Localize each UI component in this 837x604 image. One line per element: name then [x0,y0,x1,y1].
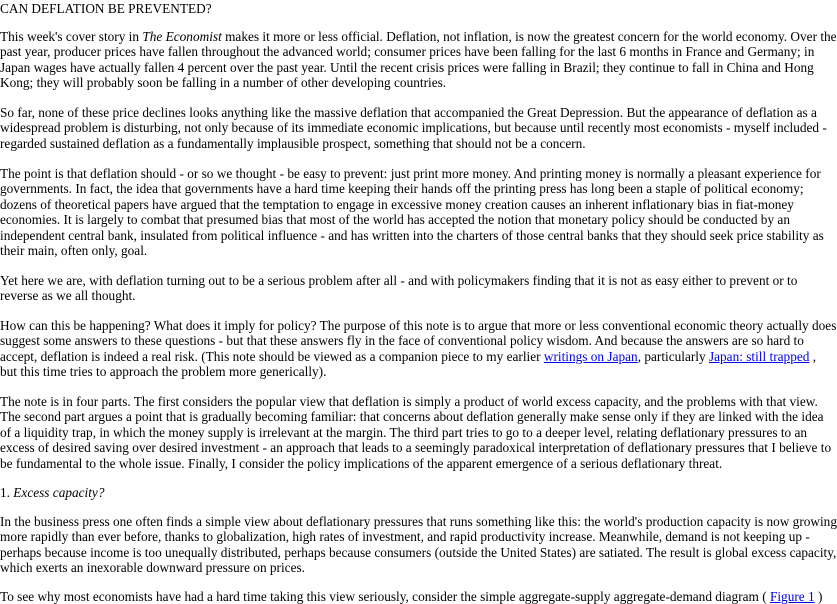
text-line: past year, producer prices have fallen throughout the advanced world; consumer prices have been falling for the last 6 months in France and Germany; in [0,44,815,60]
text-line: dozens of theoretical papers have argued that the temptation to engage in excessive money creation causes an inherent inflationary bias in fiat-money [0,196,794,212]
text-line: So far, none of these price declines looks anything like the massive deflation that accompanied the Great Depression. But the appearance of deflation as a [0,105,817,120]
paragraph-how-can-this [0,318,836,380]
paragraph-price-declines [0,105,827,151]
paragraph-business-press [0,514,837,576]
text-line: which exerts an inexorable downward pressure on prices. [0,560,305,576]
text-line: accept, deflation is indeed a real risk. (This note should be viewed as a companion piece to my earlier writings on Japan, particularly Japan: still trapped , [0,348,817,364]
publication-name: The Economist [142,29,222,44]
text-line: economies. It is largely to combat that presumed bias that most of the world has accepted the notion that monetary policy should be conducted by an [0,212,790,228]
text-line: The point is that deflation should - or so we thought - be easy to prevent: just print more money. And printing money is normally a pleasant experience for [0,166,821,181]
writings-on-japan-link[interactable]: writings on Japan [543,348,638,364]
text-line: reverse as we all thought. [0,288,136,304]
text-line: independent central bank, insulated from political influence - and has written into the charters of those central banks that they should seek price stability as [0,227,824,243]
section-number: 1. [0,485,14,500]
text-line: be fundamental to the whole issue. Finally, I consider the policy implications of the apparent emergence of a serious deflationary threat. [0,455,723,471]
text-line: Kong; they will probably soon be falling in a number of other developing countries. [0,75,447,91]
text-line: Japan wages have actually fallen 4 percent over the past year. Until the recent crisis prices were falling in Brazil; they continue to fall in China and Hong [0,59,814,75]
section-title: Excess capacity? [13,485,105,500]
text-line: This week's cover story in The Economist makes it more or less official. Deflation, not inflation, is now the greatest concern for the world economy. Over the [0,29,837,44]
text-line: their main, often only, goal. [0,243,148,259]
text-line: The second part argues a point that is gradually becoming familiar: that concerns about deflation generally make sense only if they are linked with the idea [0,409,824,425]
text-line: but this time tries to approach the problem more generically). [0,364,327,380]
text-line: How can this be happening? What does it imply for policy? The purpose of this note is to argue that more or less conventional economic theory actually does [0,318,837,333]
paragraph-to-see-why [0,589,822,604]
text-line: excess of desired saving over desired investment - an approach that leads to a seemingly paradoxical interpretation of deflationary pressures that I believe to [0,440,832,456]
text-line: more rapidly than ever before, thanks to globalization, high rates of investment, and rapid productivity increase. Meanwhile, demand is not keeping up - [0,529,810,545]
text-line: The note is in four parts. The first considers the popular view that deflation is simply a product of world excess capacity, and the problems with that view. [0,394,818,409]
text-line: In the business press one often finds a simple view about deflationary pressures that runs something like this: the world's production capacity is now growing [0,514,837,529]
figure-1-link[interactable]: Figure 1 [769,589,815,604]
japan-still-trapped-link[interactable]: Japan: still trapped [708,348,810,364]
text-line: suggest some answers to these questions - but that these answers fly in the face of conventional policy wisdom. And because the answers are so hard to [0,333,804,349]
text-line: To see why most economists have had a hard time taking this view seriously, consider the simple aggregate-supply aggregate-demand diagram ( Figure 1 ) [0,589,823,604]
paragraph-four-parts [0,394,831,471]
text-line: governments. In fact, the idea that governments have a hard time keeping their hands off the printing press has long been a staple of political economy; [0,181,804,197]
paragraph-intro [0,29,837,91]
section-heading-excess-capacity [0,485,105,500]
text-line: regarded sustained deflation as a fundamentally implausible prospect, something that should not be a concern. [0,135,586,151]
paragraph-yet-here [0,273,797,304]
text-line: Yet here we are, with deflation turning out to be a serious problem after all - and with policymakers finding that it is not as easy either to prevent or to [0,273,798,288]
article-title: CAN DEFLATION BE PREVENTED? [0,1,212,16]
text-line: perhaps because income is too unequally distributed, perhaps because consumers (outside the United States) are satiated. The result is global excess capacity, [0,544,837,560]
paragraph-print-money [0,166,824,258]
text-line: of a liquidity trap, in which the money supply is irrelevant at the margin. The third part tries to go to a deeper level, relating deflationary pressures to an [0,424,808,440]
text-line: widespread problem is disturbing, not only because of its immediate economic implications, but because until recently most economists - myself included - [0,120,827,136]
